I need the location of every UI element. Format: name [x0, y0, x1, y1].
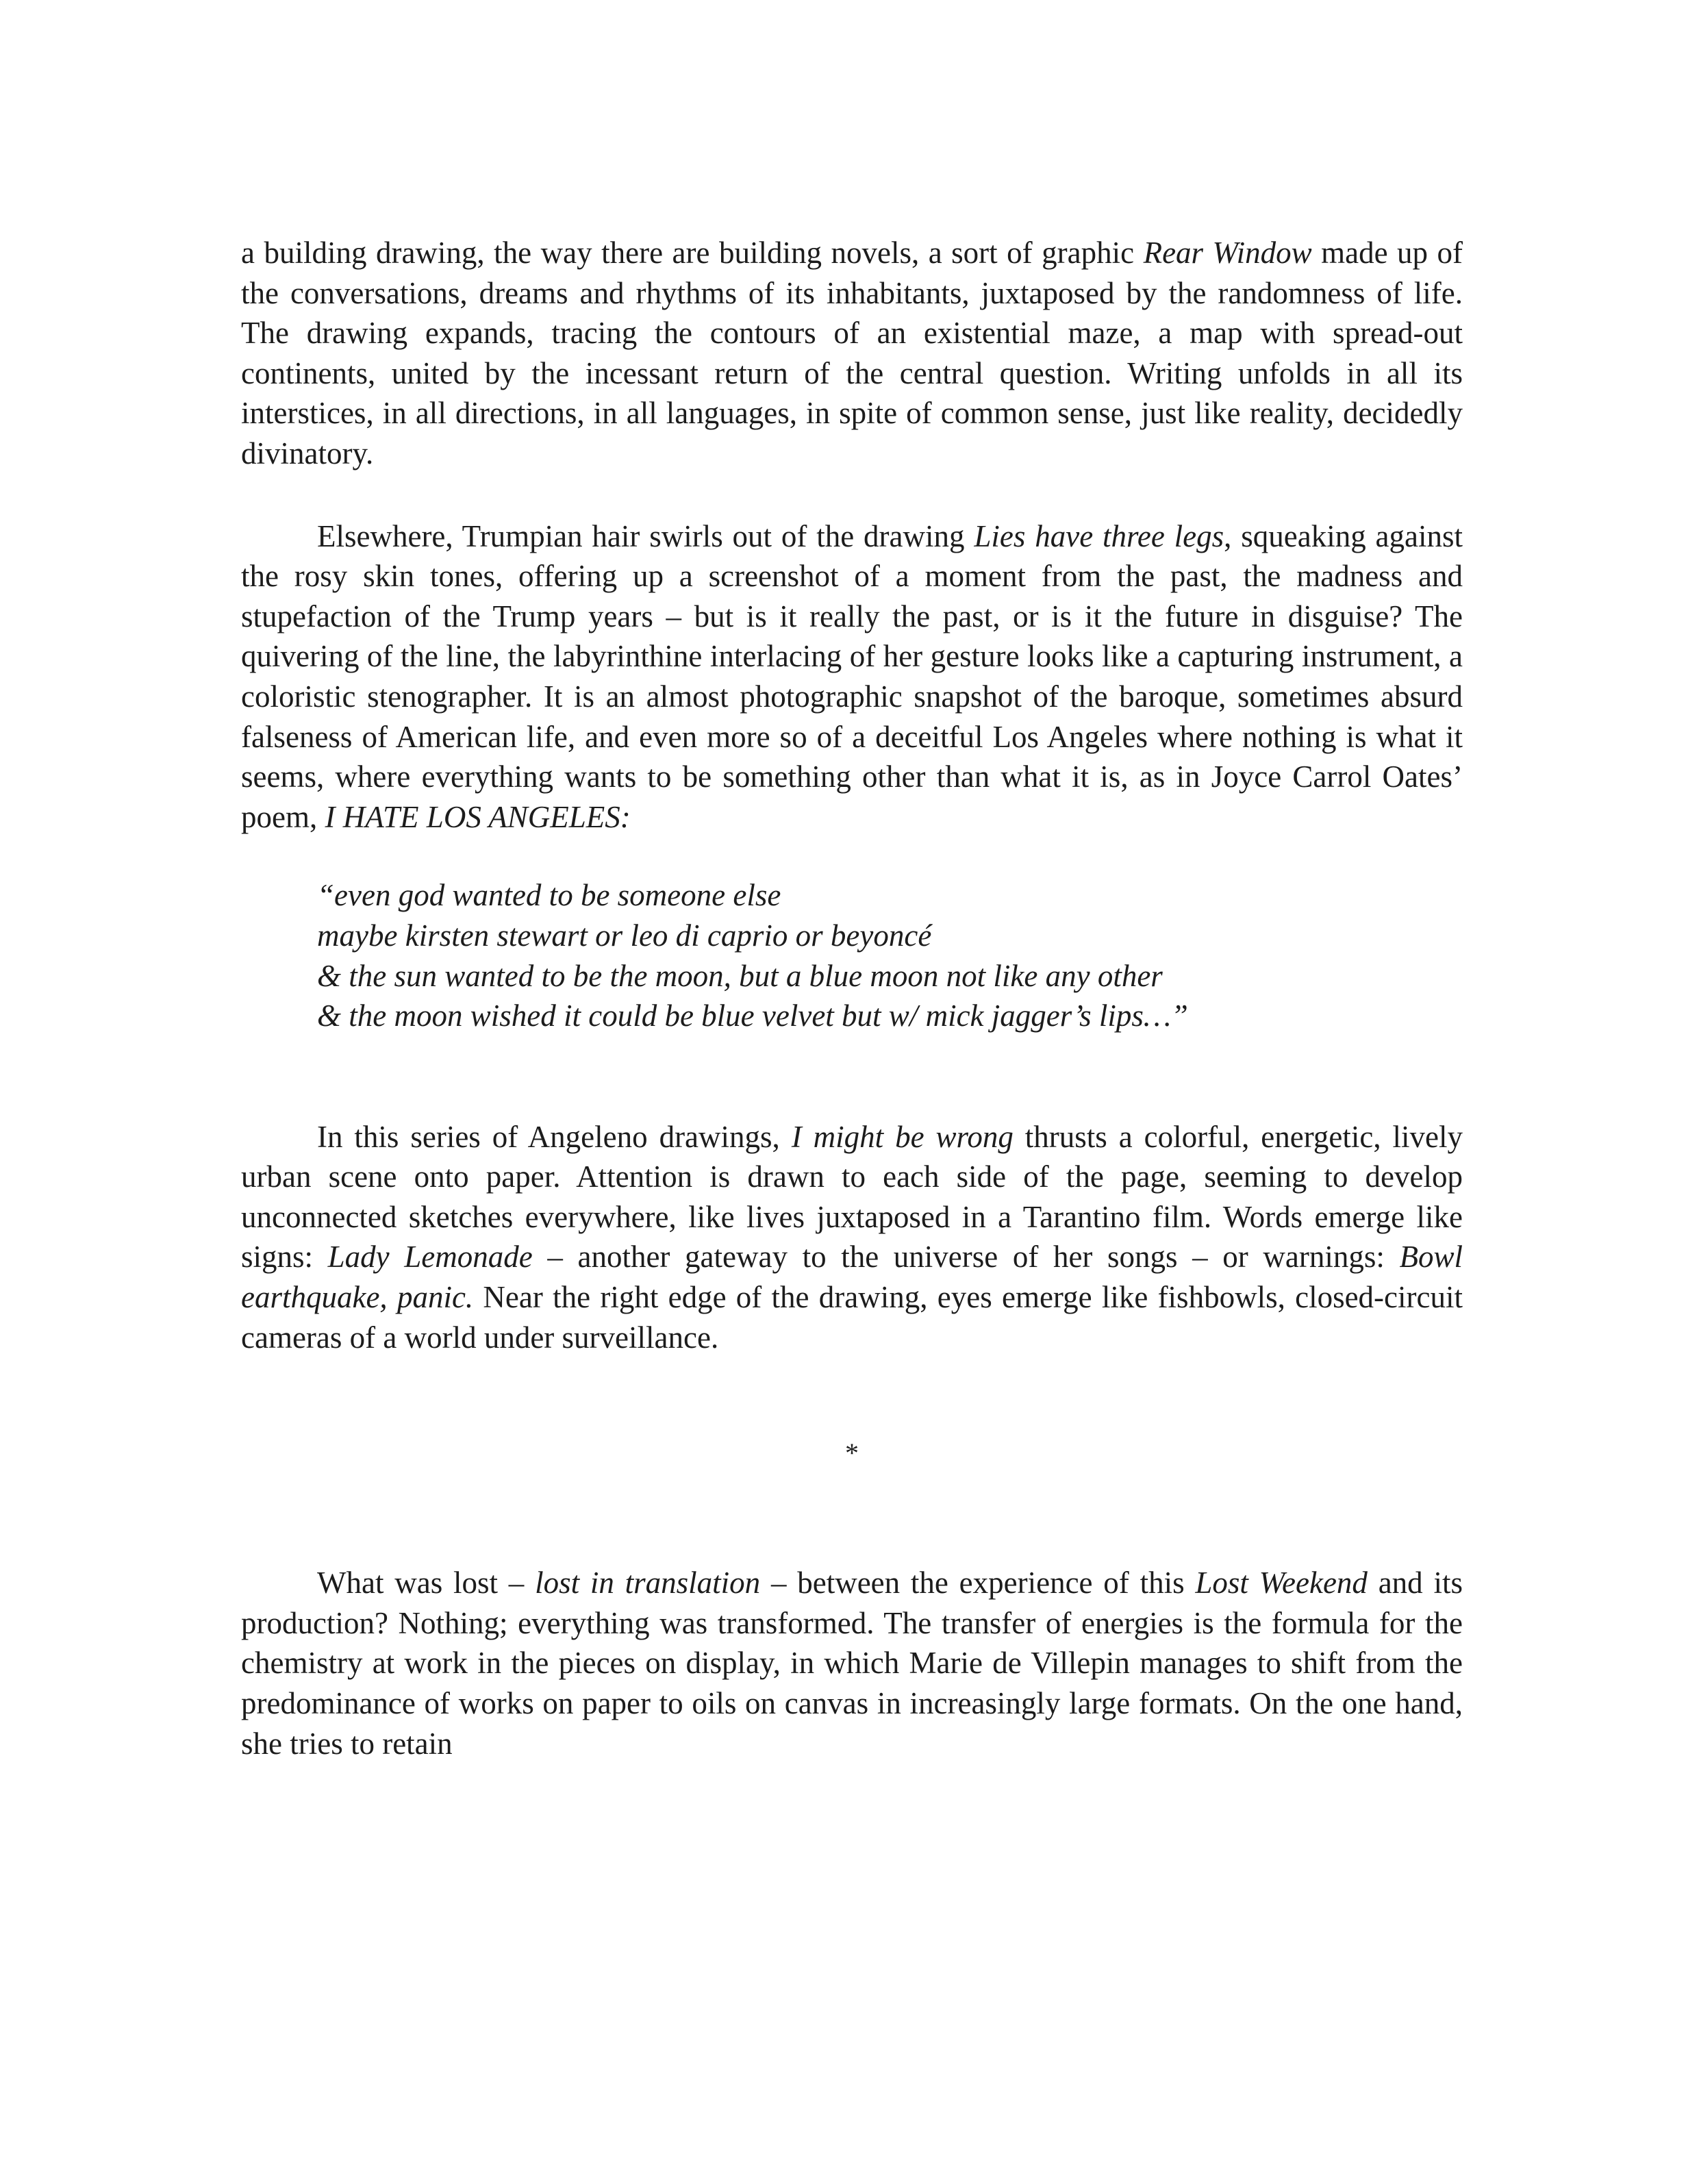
- document-page: [241, 233, 1463, 1763]
- italic-word-lady-lemonade: Lady Lemonade: [327, 1240, 533, 1275]
- text-run: – another gateway to the universe of her songs – or warnings:: [532, 1240, 1400, 1275]
- text-run: made up of the conversations, dreams and rhythms of its inhabitants, juxtaposed by the randomness of life. The drawing expands, tracing the contours of an existential maze, a map with spread-out continents, united by the incessant return of the central question. Writing unfolds in all its interstices, in all directions, in all languages, in spite of common sense, just like reality, decidedly divinatory.: [241, 236, 1463, 470]
- paragraph-trumpian-hair: [241, 516, 1463, 838]
- text-run: , squeaking against the rosy skin tones, offering up a screenshot of a moment from the past, the madness and stupefaction of the Trump years – but is it really the past, or is it the future in disguise? The quivering of the line, the labyrinthine interlacing of her gesture looks like a capturing instrument, a coloristic stenographer. It is an almost photographic snapshot of the baroque, sometimes absurd falseness of American life, and even more so of a deceitful Los Angeles where nothing is what it seems, where everything wants to be something other than what it is, as in Joyce Carrol Oates’ poem,: [241, 518, 1463, 834]
- poem-line: “even god wanted to be someone else: [317, 878, 781, 913]
- poem-quote: [317, 875, 1463, 1035]
- paragraph-angeleno-drawings: [241, 1117, 1463, 1358]
- text-run: and its production? Nothing; everything was transformed. The transfer of energies is the formula for the chemistry at work in the pieces on display, in which Marie de Villepin manages to shift from the predominance of works on paper to oils on canvas in increasingly large formats. On the one hand, she tries to retain: [241, 1566, 1463, 1761]
- poem-line: & the sun wanted to be the moon, but a blue moon not like any other: [317, 958, 1163, 993]
- text-run: In this series of Angeleno drawings,: [317, 1119, 792, 1154]
- paragraph-lost-in-translation: [241, 1563, 1463, 1763]
- italic-title-i-hate-los-angeles: I HATE LOS ANGELES:: [325, 799, 631, 834]
- text-run: Elsewhere, Trumpian hair swirls out of the drawing: [317, 518, 974, 553]
- italic-title-i-might-be-wrong: I might be wrong: [791, 1119, 1014, 1154]
- text-run: What was lost –: [317, 1566, 536, 1601]
- italic-title-rear-window: Rear Window: [1143, 236, 1312, 270]
- italic-title-lost-weekend: Lost Weekend: [1195, 1566, 1368, 1601]
- text-run: a building drawing, the way there are building novels, a sort of graphic: [241, 236, 1144, 270]
- text-run: thrusts a colorful, energetic, lively urban scene onto paper. Attention is drawn to each side of the page, seeming to develop unconnected sketches everywhere, like lives juxtaposed in a Tarantino film. Words emerge like signs:: [241, 1119, 1463, 1275]
- italic-word-bowl-earthquake: Bowl earthquake, panic.: [241, 1240, 1463, 1315]
- text-run: Near the right edge of the drawing, eyes emerge like fishbowls, closed-circuit cameras of a world under surveillance.: [241, 1280, 1463, 1355]
- paragraph-building-drawing: [241, 233, 1463, 474]
- section-separator-asterisk: *: [845, 1438, 859, 1469]
- italic-title-lies-have-three-legs: Lies have three legs: [974, 518, 1224, 553]
- text-run: – between the experience of this: [760, 1566, 1196, 1601]
- italic-phrase-lost-in-translation: lost in translation: [535, 1566, 761, 1601]
- poem-line: maybe kirsten stewart or leo di caprio or beyoncé: [317, 918, 932, 953]
- poem-line: & the moon wished it could be blue velvet but w/ mick jagger’s lips…”: [317, 999, 1188, 1033]
